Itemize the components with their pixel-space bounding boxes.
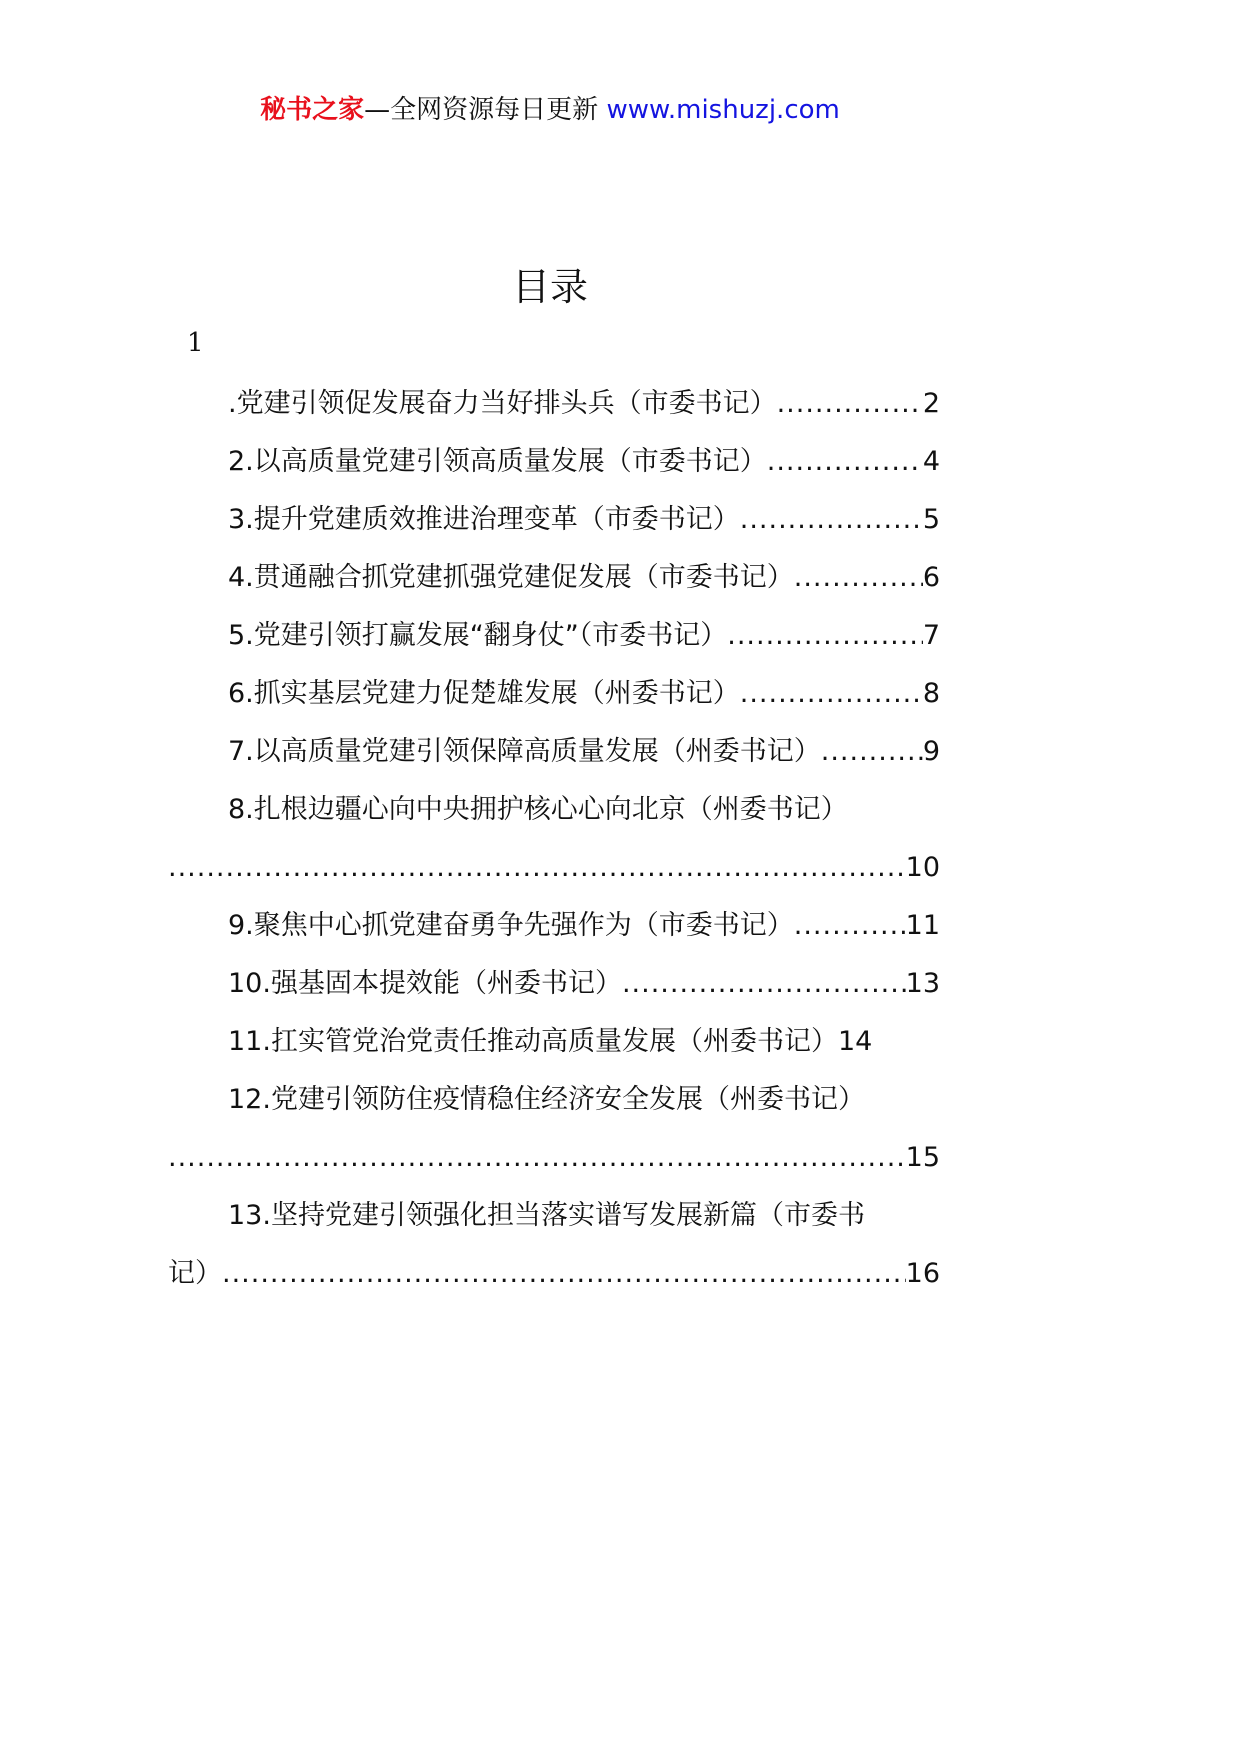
toc-entry-10[interactable]: [228, 962, 940, 1006]
site-header: [0, 92, 1100, 128]
toc-entry-page: 2: [922, 388, 940, 419]
toc-entry-page: 14: [837, 1026, 873, 1057]
toc-leader-dots: [727, 614, 923, 658]
toc-entry-label: 7.以高质量党建引领保障高质量发展（州委书记）: [228, 736, 821, 767]
toc-entry-4[interactable]: [228, 556, 940, 600]
toc-entry-13-line2[interactable]: [168, 1252, 940, 1296]
toc-entry-page: 4: [922, 446, 940, 477]
toc-leader-dots: [222, 1252, 906, 1296]
toc-leader-dots: [168, 1136, 906, 1180]
toc-entry-label: 10.强基固本提效能（州委书记）: [228, 968, 622, 999]
toc-leader-dots: [794, 904, 906, 948]
site-brand: 秘书之家: [260, 95, 365, 125]
toc-entry-8-line2[interactable]: [168, 846, 940, 890]
toc-entry-label: 5.党建引领打赢发展“翻身仗”（市委书记）: [228, 620, 728, 651]
toc-entry-page: 11: [905, 910, 940, 941]
toc-entry-page: 9: [922, 736, 940, 767]
toc-leader-dots: [740, 672, 923, 716]
toc-entry-label: 11.扛实管党治党责任推动高质量发展（州委书记）: [228, 1026, 838, 1057]
toc-leader-dots: [740, 498, 923, 542]
toc-entry-label: 9.聚焦中心抓党建奋勇争先强作为（市委书记）: [228, 910, 794, 941]
toc-entry-9[interactable]: [228, 904, 940, 948]
toc-entry-12-line1[interactable]: [228, 1078, 940, 1122]
toc-entry-7[interactable]: [228, 730, 940, 774]
toc-entry-3[interactable]: [228, 498, 940, 542]
toc-entry-label: 3.提升党建质效推进治理变革（市委书记）: [228, 504, 740, 535]
toc-entry-12-line2[interactable]: [168, 1136, 940, 1180]
toc-leader-dots: [622, 962, 906, 1006]
toc-leader-dots: [777, 382, 923, 426]
toc-entry-label-continued: 记）: [168, 1258, 222, 1289]
toc-entry-11[interactable]: [228, 1020, 940, 1064]
toc-entry-label: 12.党建引领防住疫情稳住经济安全发展（州委书记）: [228, 1084, 865, 1115]
toc-entry-label: 6.抓实基层党建力促楚雄发展（州委书记）: [228, 678, 740, 709]
toc-entry-page: 8: [922, 678, 940, 709]
toc-entry-page: 5: [922, 504, 940, 535]
toc-entry-page: 13: [905, 968, 940, 999]
toc-entry-page: 15: [905, 1142, 940, 1173]
page-number: 1: [187, 328, 204, 358]
page-title: 目录: [511, 265, 588, 309]
toc-entry-label: 8.扎根边疆心向中央拥护核心心向北京（州委书记）: [228, 794, 848, 825]
toc-entry-8-line1[interactable]: [228, 788, 940, 832]
toc-entry-page: 16: [905, 1258, 940, 1289]
toc-leader-dots: [794, 556, 923, 600]
toc-entry-page: 7: [922, 620, 940, 651]
toc-entry-page: 10: [905, 852, 940, 883]
toc-leader-dots: [767, 440, 923, 484]
toc-entry-1[interactable]: [228, 382, 940, 426]
toc-entry-label: .党建引领促发展奋力当好排头兵（市委书记）: [228, 388, 777, 419]
toc-entry-label: 4.贯通融合抓党建抓强党建促发展（市委书记）: [228, 562, 794, 593]
toc-entry-2[interactable]: [228, 440, 940, 484]
toc-entry-13-line1[interactable]: [228, 1194, 940, 1238]
toc-entry-5[interactable]: [228, 614, 940, 658]
site-tagline: —全网资源每日更新: [364, 95, 599, 125]
toc-leader-dots: [821, 730, 923, 774]
toc-entry-6[interactable]: [228, 672, 940, 716]
toc-entry-label: 13.坚持党建引领强化担当落实谱写发展新篇（市委书: [228, 1200, 865, 1231]
toc-leader-dots: [168, 846, 906, 890]
toc-entry-label: 2.以高质量党建引领高质量发展（市委书记）: [228, 446, 767, 477]
site-url-link[interactable]: www.mishuzj.com: [606, 95, 840, 125]
toc-entry-page: 6: [922, 562, 940, 593]
